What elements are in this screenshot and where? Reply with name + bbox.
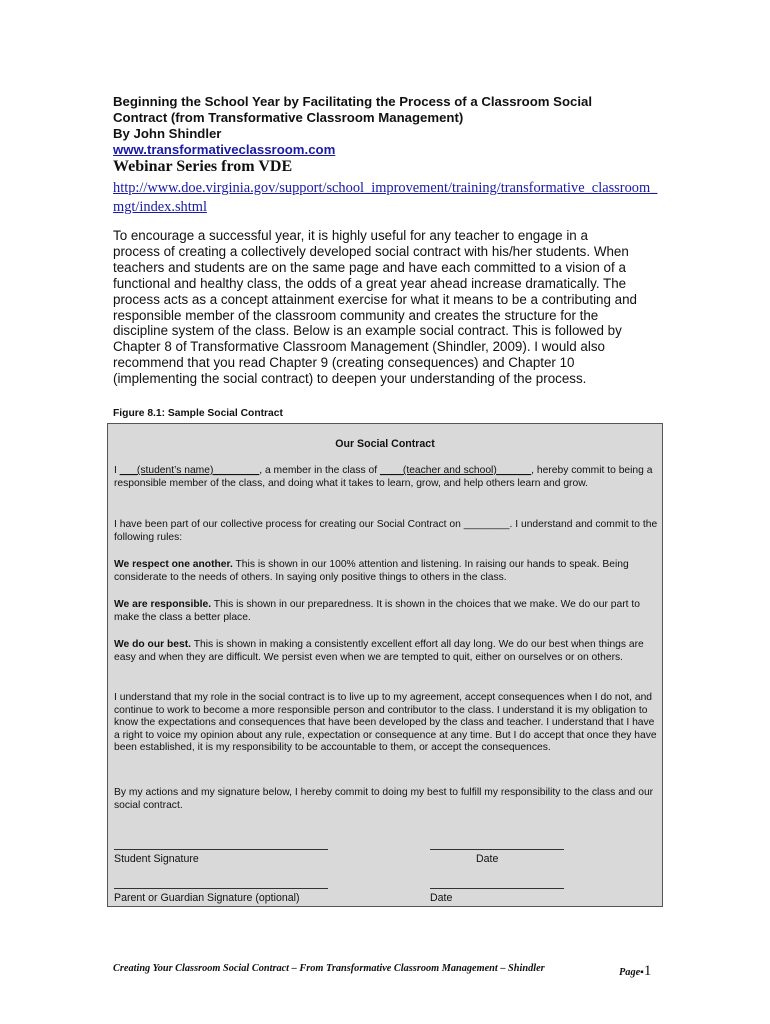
figure-caption: Figure 8.1: Sample Social Contract (113, 408, 283, 419)
rule-best (114, 639, 659, 664)
contract-text: I (114, 465, 120, 476)
footer-text: Creating Your Classroom Social Contract – From Transformative Classroom Management – Shindler (113, 963, 545, 974)
rule-heading: We respect one another. (114, 559, 233, 570)
date-label-2: Date (430, 892, 453, 904)
intro-line: Chapter 8 of Transformative Classroom Management (Shindler, 2009). I would also (113, 339, 605, 355)
title-line-1: Beginning the School Year by Facilitating the Process of a Classroom Social (113, 94, 593, 109)
contract-process-paragraph: I have been part of our collective process for creating our Social Contract on ________. I understand and commit to the following rules: (114, 519, 658, 543)
intro-line: responsible member of the classroom community and creates the structure for the (113, 307, 599, 323)
author-line: By John Shindler (113, 126, 222, 141)
date-line-1[interactable] (430, 849, 564, 850)
date-line-2[interactable] (430, 888, 564, 889)
contract-title: Our Social Contract (335, 438, 435, 450)
intro-line: recommend that you read Chapter 9 (creating consequences) and Chapter 10 (113, 355, 575, 371)
document-title (113, 94, 673, 158)
contract-commit-paragraph: By my actions and my signature below, I hereby commit to doing my best to fulfill my responsibility to the class and our social contract. (114, 787, 654, 811)
rule-heading: We do our best. (114, 639, 192, 650)
intro-line: To encourage a successful year, it is highly useful for any teacher to engage in a (113, 228, 588, 243)
rule-respect (114, 559, 659, 584)
vde-link[interactable]: http://www.doe.virginia.gov/support/school_improvement/training/transformative_classroom_mgt/index.shtml (113, 180, 658, 215)
intro-line: functional and healthy class, the odds of a great year ahead increase dramatically. The (113, 275, 627, 291)
site-link[interactable]: www.transformativeclassroom.com (113, 142, 336, 157)
student-name-blank: ___(student’s name)________ (119, 465, 260, 476)
webinar-heading: Webinar Series from VDE (113, 158, 293, 175)
parent-signature-line[interactable] (114, 888, 328, 889)
page-number: 1 (643, 963, 652, 979)
parent-signature-label: Parent or Guardian Signature (optional) (114, 892, 300, 904)
class-blank: ____(teacher and school)______ (380, 465, 532, 476)
intro-paragraph (113, 228, 661, 387)
intro-line: process of creating a collectively developed social contract with his/her students. When (113, 243, 629, 259)
rule-responsible (114, 599, 659, 624)
rule-heading: We are responsible. (114, 599, 212, 610)
social-contract-box (107, 423, 663, 907)
contract-role-paragraph: I understand that my role in the social contract is to live up to my agreement, accept consequences when I do not, and continue to work to become a more responsible person and contributor to the class. I understand it is my obligation to know the expectations and consequences that have been developed by the class and teacher. I understand that I have a right to voice my opinion about any rule, expectation or consequence at any time. But I do accept that once they have been established, it is my responsibility to be accountable to them, or accept the consequences. (114, 692, 657, 754)
contract-text: , a member in the class of (259, 465, 380, 476)
intro-line: (implementing the social contract) to deepen your understanding of the process. (113, 371, 587, 387)
intro-line: process acts as a concept attainment exercise for what it means to be a contributing and (113, 291, 638, 307)
intro-line: discipline system of the class. Below is an example social contract. This is followed by (113, 323, 622, 339)
title-line-2: Contract (from Transformative Classroom Management) (113, 110, 464, 125)
contract-intro-paragraph (114, 465, 659, 490)
intro-line: teachers and students are on the same page and have each committed to a vision of a (113, 259, 626, 275)
rule-text: This is shown in our preparedness. It is shown in the choices that we make. We do our part to make the class a better place. (114, 599, 640, 623)
date-label-1: Date (476, 853, 499, 865)
student-signature-line[interactable] (114, 849, 328, 850)
rule-text: This is shown in making a consistently excellent effort all day long. We do our best when things are easy and when they are difficult. We persist even when we are tempted to quit, either on ourselves or on others. (114, 639, 644, 663)
page-footer (113, 963, 673, 979)
rule-text: This is shown in our 100% attention and listening. In raising our hands to speak. Being considerate to the needs of others. In saying only positive things to others in the class. (114, 559, 629, 583)
page-label: Page (619, 967, 641, 978)
page-indicator: Page▪1 (619, 963, 652, 979)
student-signature-label: Student Signature (114, 853, 199, 865)
contract-text: , hereby commit to being a responsible member of the class, and doing what it takes to learn, grow, and help others learn and grow. (114, 465, 653, 489)
